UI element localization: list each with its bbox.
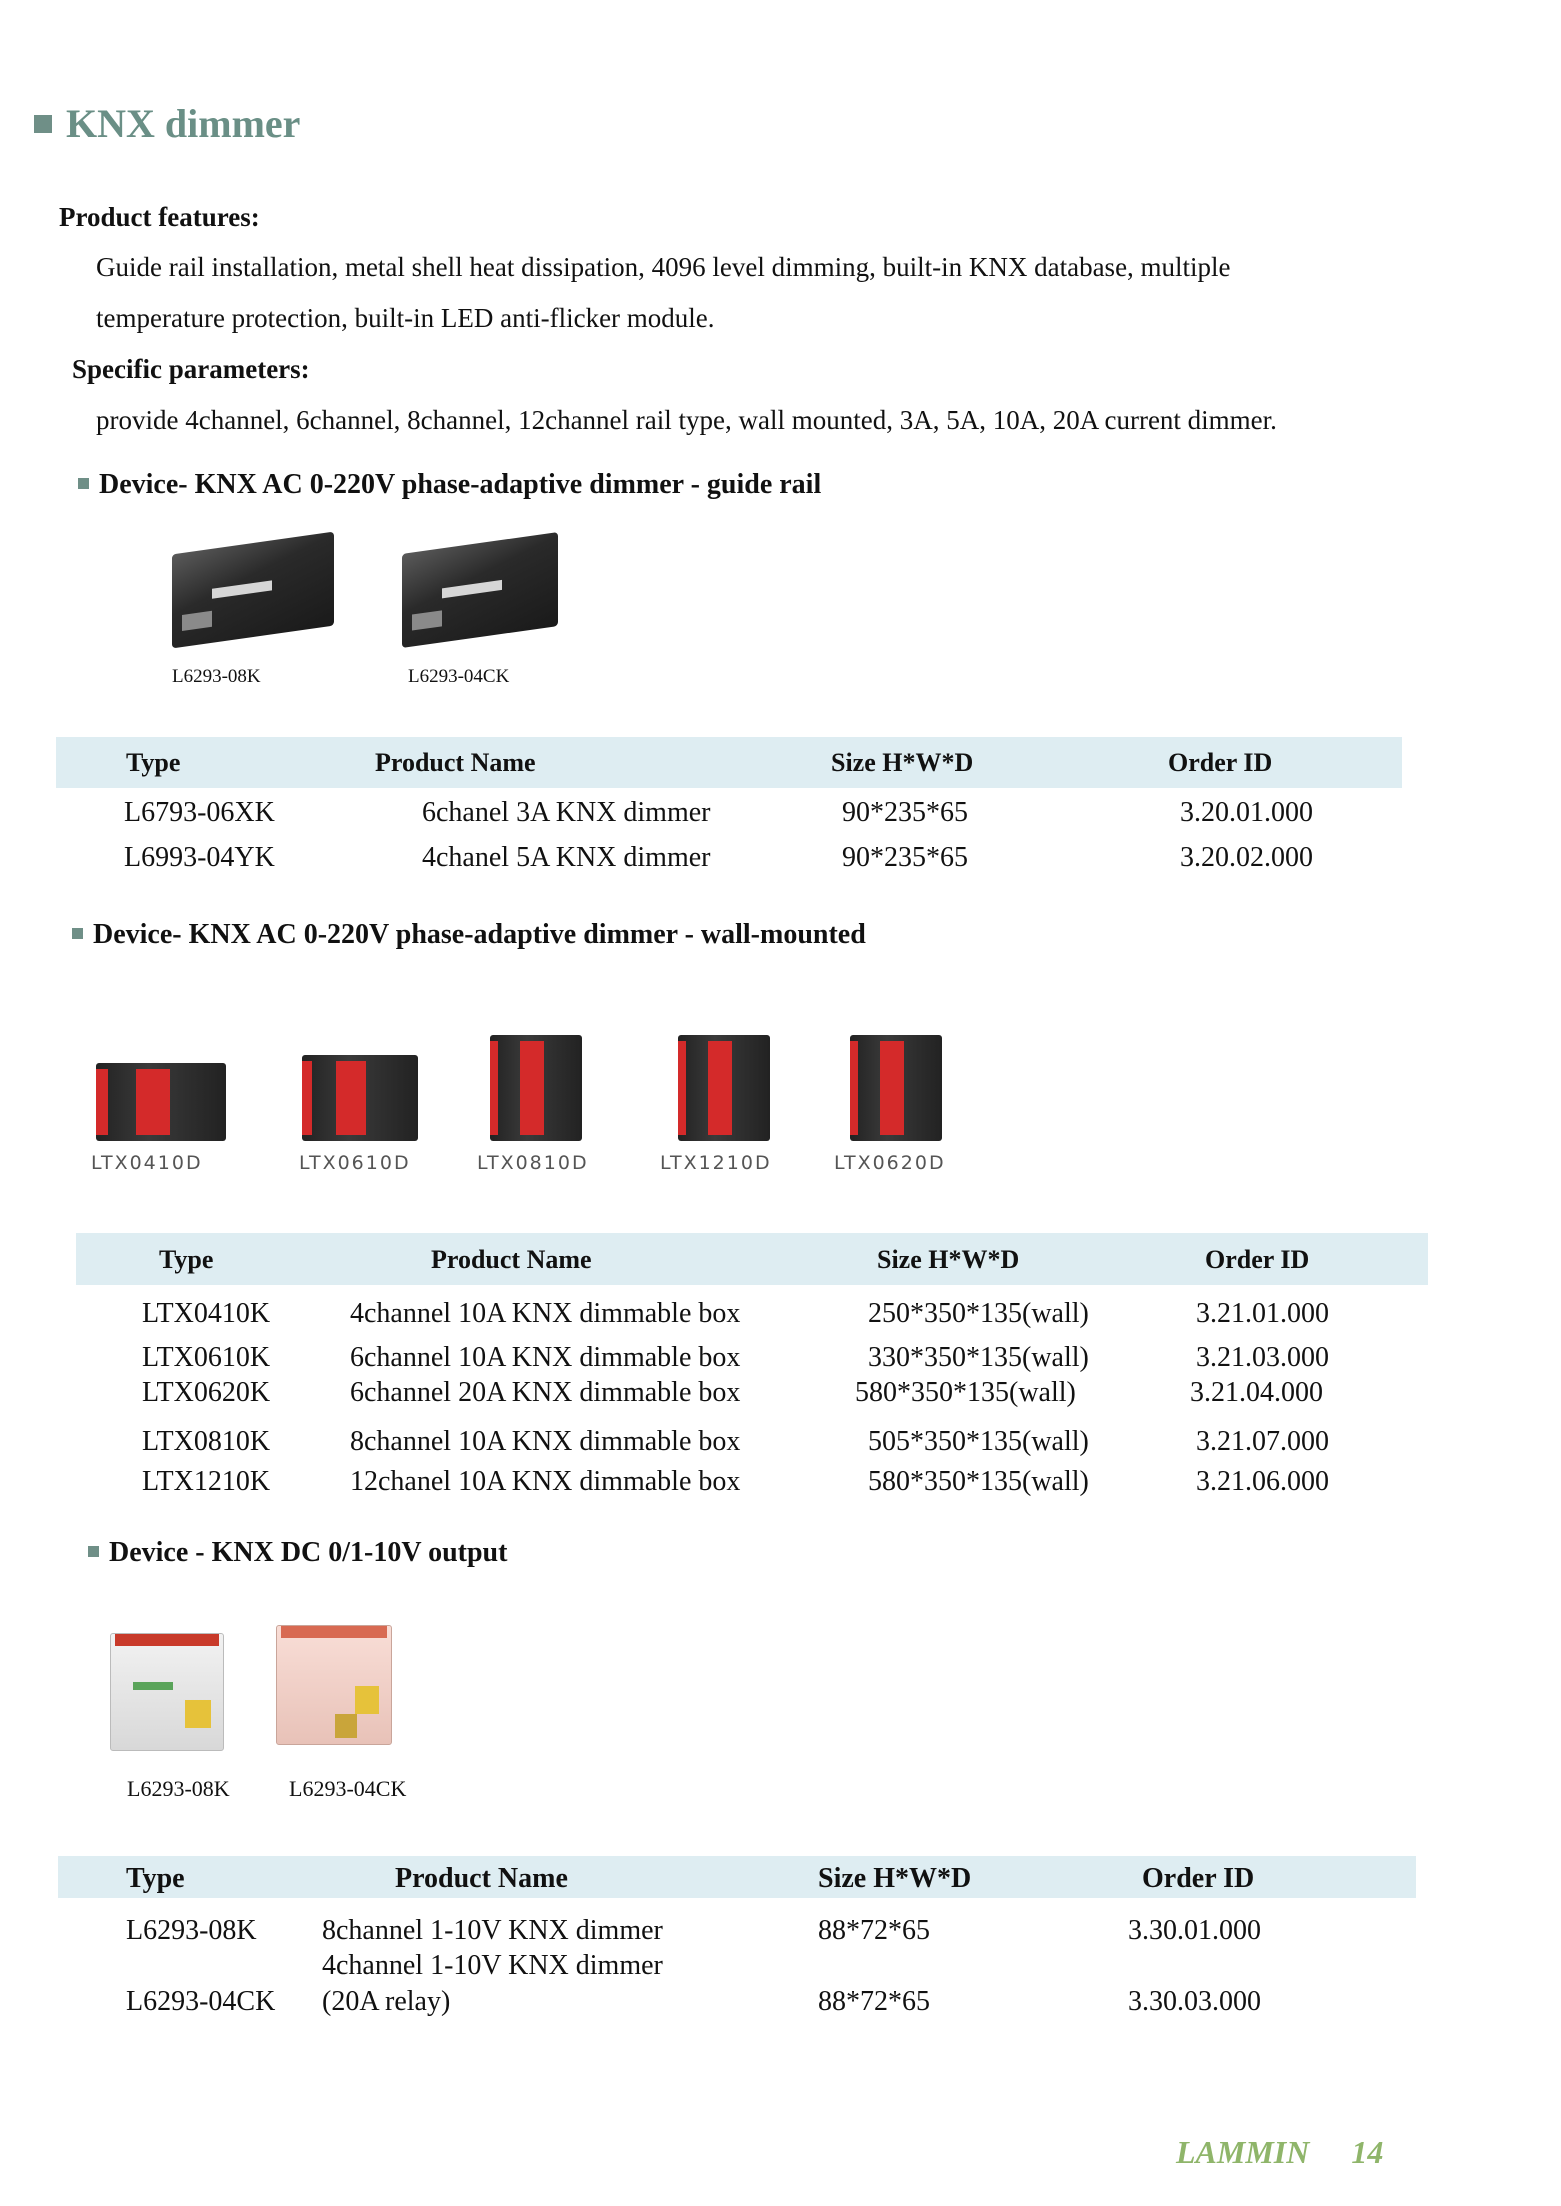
image-caption: LTX1210D (660, 1152, 772, 1174)
features-label: Product features: (59, 202, 260, 232)
image-caption: LTX0620D (834, 1152, 946, 1174)
image-caption: L6293-08K (172, 666, 261, 687)
product-image-dc-2 (276, 1625, 392, 1745)
image-caption: L6293-04CK (408, 666, 510, 687)
table-header (58, 1856, 1416, 1898)
product-image-wall-4 (678, 1035, 770, 1141)
table-row: LTX0810K 8channel 10A KNX dimmable box 505*350*135(wall) 3.21.07.000 (142, 1426, 1329, 1457)
square-bullet-icon (72, 928, 83, 939)
table-row: LTX1210K 12chanel 10A KNX dimmable box 580*350*135(wall) 3.21.06.000 (142, 1466, 1329, 1497)
product-image-wall-2 (302, 1055, 418, 1141)
table-row: LTX0610K 6channel 10A KNX dimmable box 330*350*135(wall) 3.21.03.000 (142, 1342, 1329, 1373)
table-header-cell: Product Name (431, 1245, 592, 1274)
image-caption: L6293-04CK (289, 1776, 407, 1801)
table-header-cell: Size H*W*D (877, 1245, 1020, 1274)
section-heading-guide-rail: Device- KNX AC 0-220V phase-adaptive dimmer - guide rail (78, 469, 821, 501)
features-text-line2: temperature protection, built-in LED anti-flicker module. (96, 303, 715, 333)
product-image-wall-3 (490, 1035, 582, 1141)
product-image-guide-rail-1 (172, 532, 334, 649)
table-header-cell: Size H*W*D (831, 748, 974, 777)
table-header-cell: Type (126, 748, 181, 777)
table-row: LTX0410K 4channel 10A KNX dimmable box 250*350*135(wall) 3.21.01.000 (142, 1298, 1329, 1329)
table-header (56, 737, 1402, 788)
square-bullet-icon (88, 1546, 99, 1557)
image-caption: LTX0610D (299, 1152, 411, 1174)
table-header-cell: Order ID (1168, 748, 1273, 777)
table-header-cell: Type (126, 1863, 185, 1894)
product-image-dc-1 (110, 1633, 224, 1751)
table-header (76, 1233, 1428, 1285)
image-caption: LTX0810D (477, 1152, 589, 1174)
table-header-cell: Size H*W*D (818, 1863, 972, 1894)
section-heading-dc-output: Device - KNX DC 0/1-10V output (88, 1537, 507, 1569)
table-header-cell: Order ID (1142, 1863, 1255, 1894)
square-bullet-icon (34, 115, 52, 133)
table-header-cell: Product Name (395, 1863, 568, 1894)
table-row: L6293-08K 8channel 1-10V KNX dimmer 88*72*65 3.30.01.000 (126, 1915, 1261, 1946)
page-title: KNX dimmer (34, 100, 300, 147)
footer (1176, 2134, 1383, 2171)
table-header-cell: Order ID (1205, 1245, 1310, 1274)
section-heading-wall-mounted: Device- KNX AC 0-220V phase-adaptive dimmer - wall-mounted (72, 919, 866, 951)
features-text-line1: Guide rail installation, metal shell heat dissipation, 4096 level dimming, built-in KNX database, multiple (96, 252, 1231, 282)
table-row: 4channel 1-10V KNX dimmer L6293-04CK (20A relay) 88*72*65 3.30.03.000 (126, 1950, 1261, 2017)
image-caption: L6293-08K (127, 1776, 230, 1801)
product-image-guide-rail-2 (402, 532, 558, 648)
image-caption: LTX0410D (91, 1152, 203, 1174)
table-header-cell: Type (159, 1245, 214, 1274)
parameters-label: Specific parameters: (72, 354, 310, 384)
square-bullet-icon (78, 478, 89, 489)
page-number: 14 (1351, 2134, 1384, 2170)
table-header-cell: Product Name (375, 748, 536, 777)
footer-brand: LAMMIN (1176, 2134, 1310, 2170)
product-image-wall-5 (850, 1035, 942, 1141)
product-image-wall-1 (96, 1063, 226, 1141)
table-row: LTX0620K 6channel 20A KNX dimmable box 580*350*135(wall) 3.21.04.000 (142, 1377, 1323, 1408)
table-row: L6793-06XK 6chanel 3A KNX dimmer 90*235*65 3.20.01.000 (124, 797, 1313, 828)
table-row: L6993-04YK 4chanel 5A KNX dimmer 90*235*65 3.20.02.000 (124, 842, 1313, 873)
parameters-text: provide 4channel, 6channel, 8channel, 12channel rail type, wall mounted, 3A, 5A, 10A, 20A current dimmer. (96, 405, 1277, 435)
